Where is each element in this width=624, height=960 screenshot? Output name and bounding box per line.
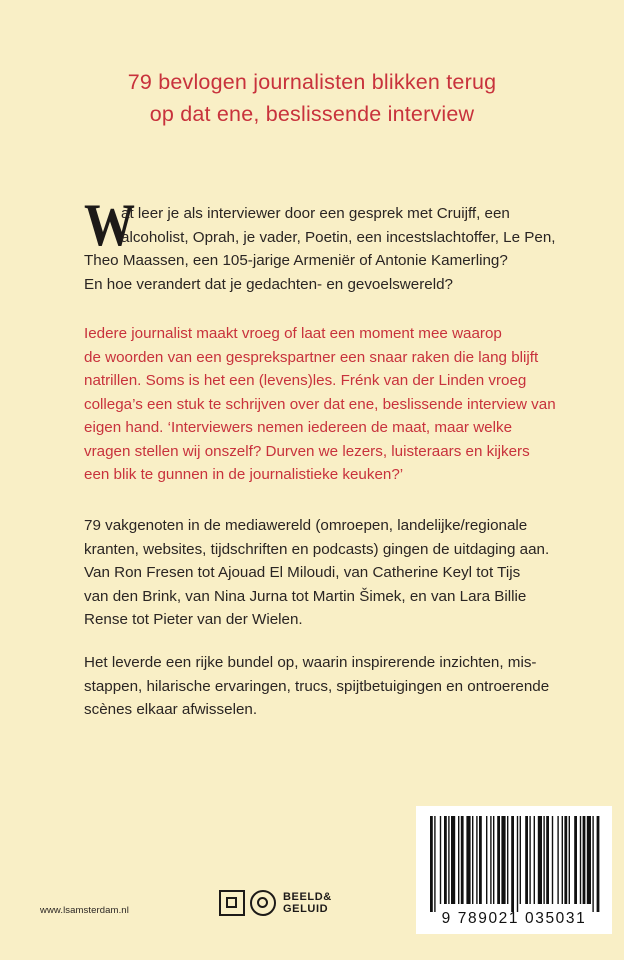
square-logo-icon (219, 890, 245, 916)
barcode-bar (529, 816, 530, 904)
logo-line-1: BEELD& (283, 891, 332, 903)
barcode-bar (472, 816, 473, 904)
red-paragraph (84, 322, 584, 487)
paragraph-line: 79 vakgenoten in de mediawereld (omroepen, landelijke/regionale (84, 517, 528, 534)
red-line: collega’s een stuk te schrijven over dat ene, beslissende interview van (84, 395, 556, 413)
intro-line-4: En hoe verandert dat je gedachten- en gevoelswereld? (84, 275, 453, 293)
paragraph-line: van den Brink, van Nina Jurna tot Martin Šimek, en van Lara Billie (84, 587, 527, 605)
barcode-bar (592, 816, 593, 912)
red-line: natrillen. Soms is het een (levens)les. Frénk van der Linden vroeg (84, 372, 527, 389)
beeld-en-geluid-logo (219, 886, 332, 920)
logo-wordmark (283, 891, 332, 915)
isbn-barcode (416, 806, 612, 934)
logo-line-2: GELUID (283, 903, 329, 915)
paragraph-summary (84, 651, 584, 722)
barcode-bar (479, 816, 482, 904)
barcode-bar (517, 816, 518, 912)
paragraph-line: Het leverde een rijke bundel op, waarin inspirerende inzichten, mis- (84, 654, 537, 671)
barcode-bar (434, 816, 435, 912)
barcode-bar (466, 816, 470, 904)
barcode-bar (552, 816, 553, 904)
barcode-bar (507, 816, 508, 904)
barcode-bar (461, 816, 464, 904)
paragraph-line: scènes elkaar afwisselen. (84, 701, 258, 718)
red-line: Iedere journalist maakt vroeg of laat een moment mee waarop (84, 325, 502, 342)
headline-line-1: 79 bevlogen journalisten blikken terug (127, 70, 497, 94)
barcode-bar (597, 816, 600, 912)
intro-paragraph (84, 192, 584, 296)
circle-logo-icon (250, 890, 276, 916)
paragraph-line: Rense tot Pieter van der Wielen. (84, 611, 303, 628)
intro-line-1: at leer je als interviewer door een gesprek met Cruijff, een (121, 205, 510, 222)
barcode-bar (490, 816, 491, 904)
barcode-bar (574, 816, 577, 904)
barcode-bar (501, 816, 505, 904)
barcode-bar (569, 816, 570, 904)
barcode-bar (587, 816, 591, 904)
barcode-bar (583, 816, 586, 904)
barcode-bar (486, 816, 487, 904)
barcode-bar (538, 816, 542, 904)
barcode-bar (546, 816, 549, 904)
intro-line-3: Theo Maassen, een 105-jarige Armeniër of Antonie Kamerling? (84, 252, 508, 269)
barcode-bar (476, 816, 477, 904)
barcode-bar (493, 816, 494, 904)
barcode-bar (497, 816, 500, 904)
barcode-bar (451, 816, 455, 904)
publisher-url[interactable]: www.lsamsterdam.nl (40, 905, 129, 916)
drop-cap: W (84, 192, 135, 258)
paragraph-line: Van Ron Fresen tot Ajouad El Miloudi, van Catherine Keyl tot Tijs (84, 564, 521, 581)
barcode-bar (562, 816, 563, 904)
barcode-bar (525, 816, 528, 904)
paragraph-line: stappen, hilarische ervaringen, trucs, spijtbetuigingen en ontroerende (84, 677, 550, 695)
barcode-bar (458, 816, 459, 904)
red-line: eigen hand. ‘Interviewers nemen iedereen de maat, maar welke (84, 419, 513, 436)
isbn-number: 9 789021 035031 (441, 910, 587, 927)
barcode-bar (557, 816, 558, 904)
paragraph-line: kranten, websites, tijdschriften en podcasts) gingen de uitdaging aan. (84, 540, 550, 558)
barcode-bar (440, 816, 441, 904)
barcode-bar (444, 816, 447, 904)
barcode-bar (430, 816, 433, 912)
barcode-bar (534, 816, 535, 904)
headline-line-2: op dat ene, beslissende interview (149, 102, 475, 126)
red-line: vragen stellen wij onszelf? Durven we lezers, luisteraars en kijkers (84, 442, 530, 460)
barcode-bar (520, 816, 521, 904)
barcode-bar (564, 816, 567, 904)
headline (0, 66, 624, 130)
barcode-bar (543, 816, 544, 904)
barcode-bar (580, 816, 581, 904)
red-line: de woorden van een gesprekspartner een snaar raken die lang blijft (84, 348, 539, 366)
red-line: een blik te gunnen in de journalistieke keuken?’ (84, 466, 404, 483)
paragraph-contributors (84, 514, 584, 632)
intro-line-2: alcoholist, Oprah, je vader, Poetin, een incestslachtoffer, Le Pen, (121, 228, 556, 246)
barcode-bar (448, 816, 449, 904)
barcode-bar (511, 816, 514, 912)
